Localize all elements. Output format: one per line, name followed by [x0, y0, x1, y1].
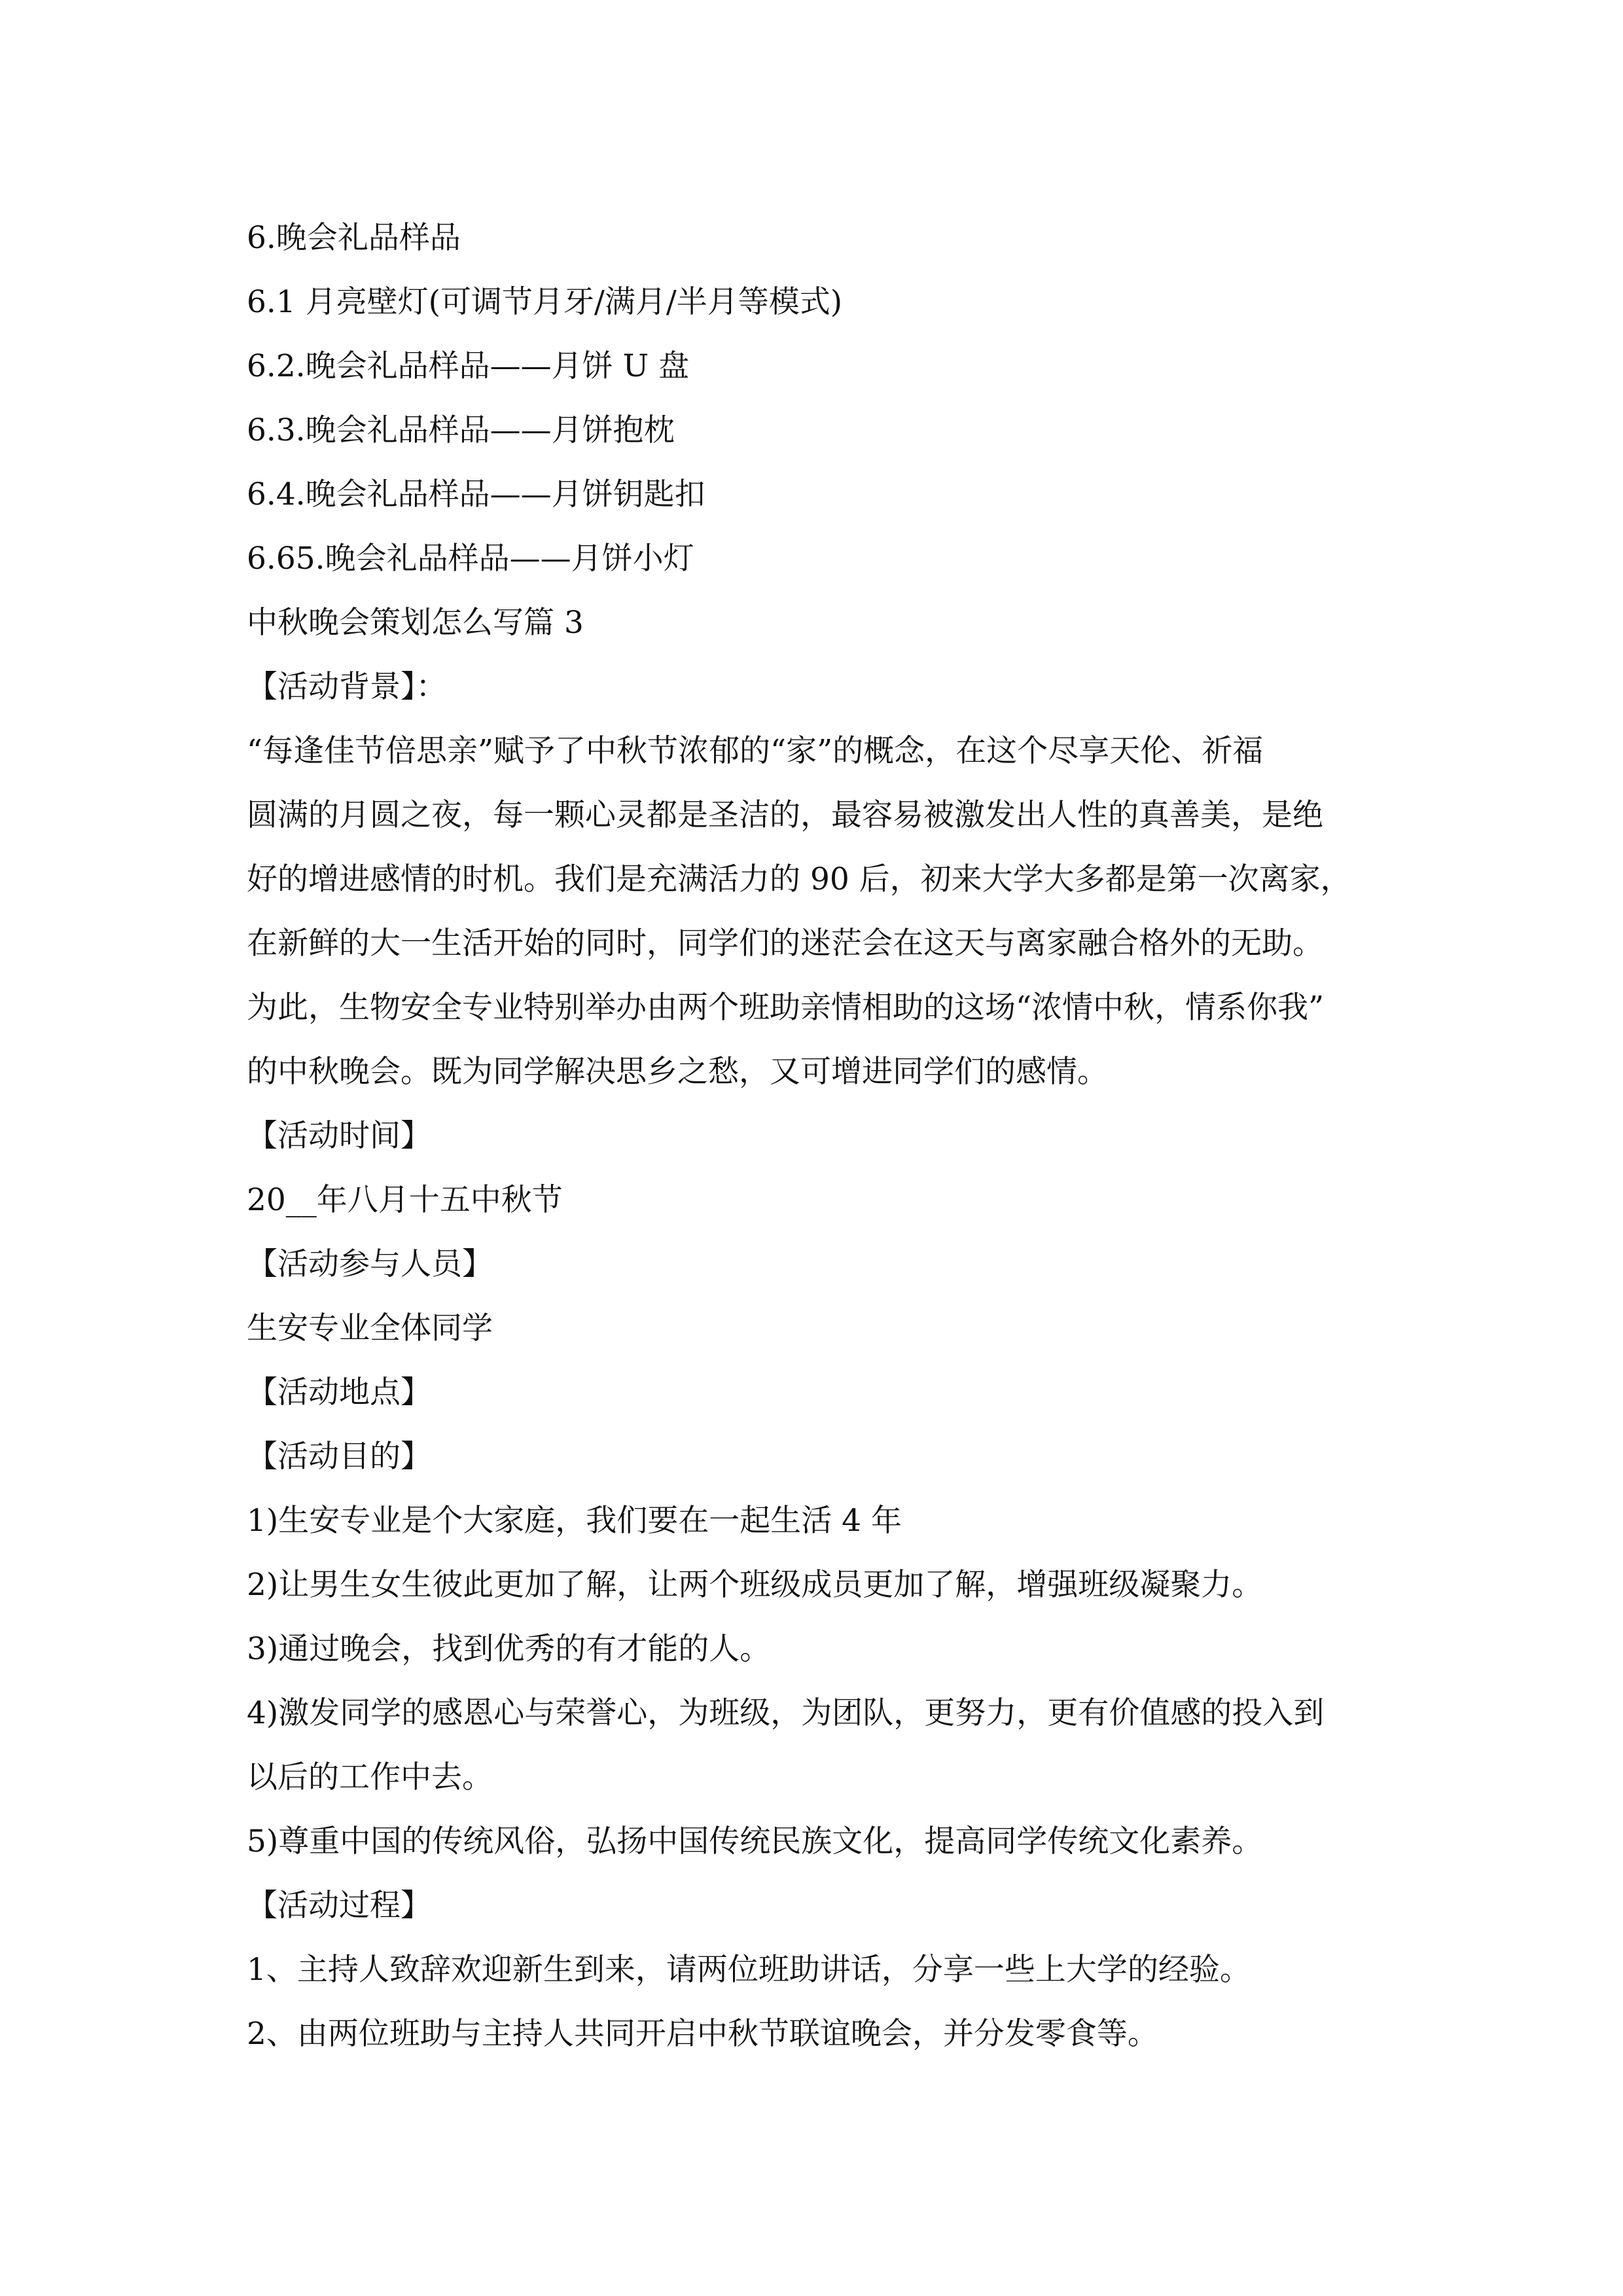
purpose-item: 5)尊重中国的传统风俗，弘扬中国传统民族文化，提高同学传统文化素养。	[247, 1823, 1263, 1859]
background-line: 的中秋晚会。既为同学解决思乡之愁，又可增进同学们的感情。	[247, 1054, 1108, 1090]
background-line: 在新鲜的大一生活开始的同时，同学们的迷茫会在这天与离家融合格外的无助。	[247, 925, 1323, 961]
purpose-item: 2)让男生女生彼此更加了解，让两个班级成员更加了解，增强班级凝聚力。	[247, 1567, 1263, 1603]
gift-item: 6.1 月亮壁灯(可调节月牙/满月/半月等模式)	[247, 284, 843, 320]
document-page	[247, 206, 1405, 2066]
article-title: 中秋晚会策划怎么写篇 3	[247, 605, 584, 641]
gift-item: 6.65.晚会礼品样品——月饼小灯	[247, 541, 694, 577]
background-heading: 【活动背景】：	[247, 669, 447, 705]
purpose-item: 以后的工作中去。	[247, 1759, 493, 1795]
gift-item: 6.3.晚会礼品样品——月饼抱枕	[247, 412, 675, 448]
purpose-item: 1)生安专业是个大家庭，我们要在一起生活 4 年	[247, 1503, 902, 1539]
gift-item: 6.2.晚会礼品样品——月饼 U 盘	[247, 348, 690, 384]
process-heading: 【活动过程】	[247, 1888, 431, 1924]
gift-item: 6.4.晚会礼品样品——月饼钥匙扣	[247, 476, 705, 512]
time-heading: 【活动时间】	[247, 1118, 431, 1154]
location-heading: 【活动地点】	[247, 1374, 431, 1410]
background-line: 好的增进感情的时机。我们是充满活力的 90 后，初来大学大多都是第一次离家，	[247, 861, 1351, 897]
process-item: 2、由两位班助与主持人共同开启中秋节联谊晚会，并分发零食等。	[247, 2016, 1158, 2052]
participants-heading: 【活动参与人员】	[247, 1246, 493, 1282]
background-line: “每逢佳节倍思亲”赋予了中秋节浓郁的“家”的概念，在这个尽享天伦、祈福	[247, 733, 1264, 769]
process-item: 1、主持人致辞欢迎新生到来，请两位班助讲话，分享一些上大学的经验。	[247, 1952, 1251, 1988]
time-value: 20__年八月十五中秋节	[247, 1182, 563, 1218]
purpose-item: 4)激发同学的感恩心与荣誉心，为班级，为团队，更努力，更有价值感的投入到	[247, 1695, 1325, 1731]
background-line: 圆满的月圆之夜，每一颗心灵都是圣洁的，最容易被激发出人性的真善美，是绝	[247, 797, 1323, 833]
background-line: 为此，生物安全专业特别举办由两个班助亲情相助的这场“浓情中秋，情系你我”	[247, 990, 1325, 1026]
purpose-heading: 【活动目的】	[247, 1439, 431, 1475]
participants-value: 生安专业全体同学	[247, 1310, 493, 1346]
gifts-title: 6.晚会礼品样品	[247, 220, 461, 256]
purpose-item: 3)通过晚会，找到优秀的有才能的人。	[247, 1631, 771, 1667]
